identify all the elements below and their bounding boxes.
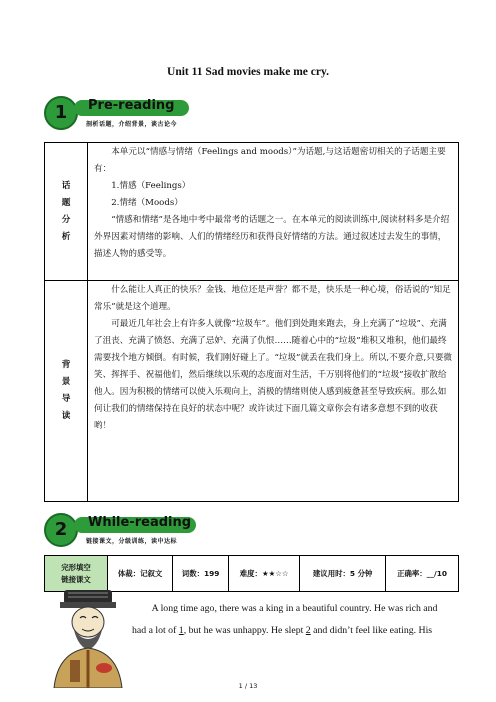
blank-1: 1	[178, 625, 184, 636]
genre: 体裁：记叙文	[108, 556, 173, 592]
passage-line: A long time ago, there was a king in a beautiful country. He was rich and	[151, 603, 438, 614]
topic-analysis-label: 话 题 分 析	[45, 143, 88, 281]
section-number-badge: 2	[44, 513, 78, 547]
background-reading-label: 背 景 导 读	[45, 281, 88, 502]
accuracy: 正确率：__/10	[386, 556, 459, 592]
topic-analysis-content: 本单元以“情感与情绪（Feelings and moods）”为话题,与这话题密切相关的子话题主要有： 1.情感（Feelings） 2.情绪（Moods） “情感和情绪”是各地中考中最常考的话题之一。在本单元的阅读训练中,阅读材料多是介绍外界因素对情绪的影响、人们的情绪经历和获得良好情绪的方法。通过叙述过去发生的事情，描述人物的感受等。	[88, 143, 459, 281]
page-number: 1 / 13	[238, 682, 258, 690]
passage-line: had a lot of 1, but he was unhappy. He slept 2 and didn’t feel like eating. His	[132, 625, 433, 636]
difficulty: 难度：★★☆☆	[229, 556, 300, 592]
reading-passage	[132, 598, 462, 642]
page-title: Unit 11 Sad movies make me cry.	[167, 66, 329, 78]
section-number-badge: 1	[44, 96, 78, 130]
exercise-type: 完形填空 链接课文	[45, 556, 108, 592]
background-reading-content: 什么能让人真正的快乐？金钱、地位还是声誉？都不是，快乐是一种心境，俗话说的“知足常乐”就是这个道理。 可最近几年社会上有许多人就像“垃圾车”。他们到处跑来跑去，身上充满了“垃圾”、充满了沮丧、充满了愤怒、充满了忌妒、充满了仇恨……随着心中的“垃圾”堆积又堆积，他们最终需要找个地方倾倒。有时候，我们刚好碰上了。“垃圾”就丢在我们身上。所以,不要介意,只要微笑、挥挥手、祝福他们，然后继续以乐观的态度面对生活，千万别将他们的“垃圾”接收扩散给他人。因为积极的情绪可以使入乐观向上，消极的情绪则使人感到疲惫甚至导致疾病。那么如何让我们的情绪保持在良好的状态中呢？或许读过下面几篇文章你会有诸多意想不到的收获哟！	[88, 281, 459, 502]
section-subtitle: 剖析话题，介绍背景，谈古论今	[86, 121, 178, 128]
section-title: While-reading	[88, 515, 192, 530]
blank-2: 2	[305, 625, 311, 636]
word-count: 词数：199	[173, 556, 229, 592]
section-title: Pre-reading	[88, 98, 175, 113]
exercise-info-bar	[44, 555, 459, 592]
section-subtitle: 链接课文，分级训练，读中达标	[86, 538, 178, 545]
pre-reading-header	[44, 96, 244, 136]
pre-reading-table	[44, 142, 459, 502]
suggested-time: 建议用时：5 分钟	[300, 556, 386, 592]
while-reading-header	[44, 513, 244, 553]
